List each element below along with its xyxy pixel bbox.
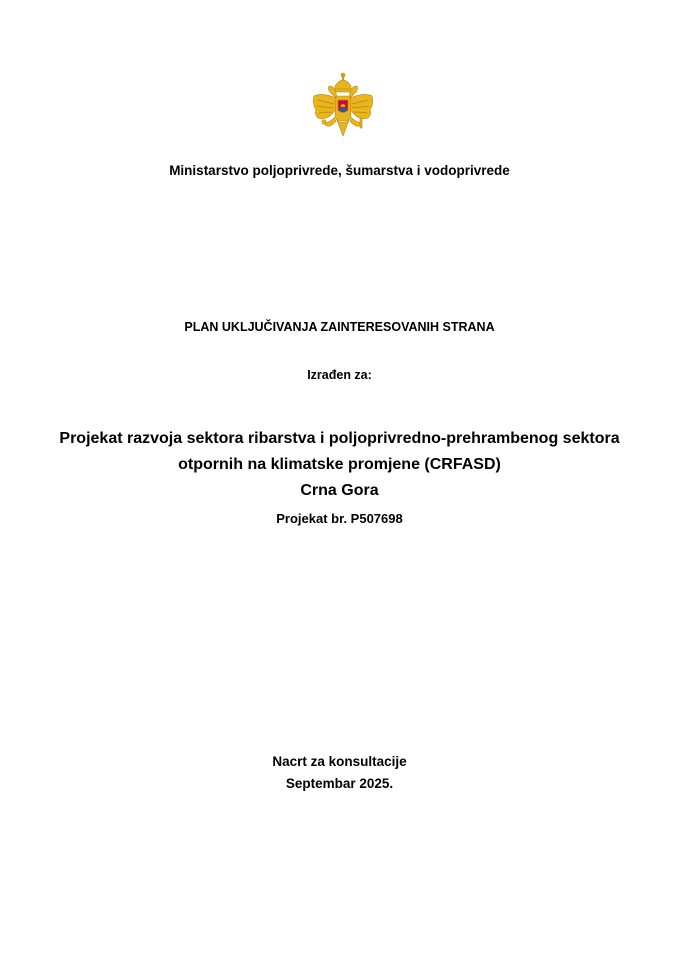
prepared-for-label: Izrađen za:	[307, 368, 372, 382]
ministry-name: Ministarstvo poljoprivrede, šumarstva i vodoprivrede	[169, 163, 510, 178]
draft-note: Nacrt za konsultacije	[272, 754, 407, 769]
document-date: Septembar 2025.	[285, 776, 394, 791]
project-title-line-1: Projekat razvoja sektora ribarstva i poljoprivredno-prehrambenog sektora	[59, 430, 620, 447]
project-title-line-2: otpornih na klimatske promjene (CRFASD)	[178, 456, 501, 473]
plan-title: PLAN UKLJUČIVANJA ZAINTERESOVANIH STRANA	[184, 320, 495, 334]
project-number: Projekat br. P507698	[276, 511, 403, 526]
country-name: Crna Gora	[300, 482, 379, 499]
montenegro-coat-of-arms-icon	[310, 72, 376, 144]
